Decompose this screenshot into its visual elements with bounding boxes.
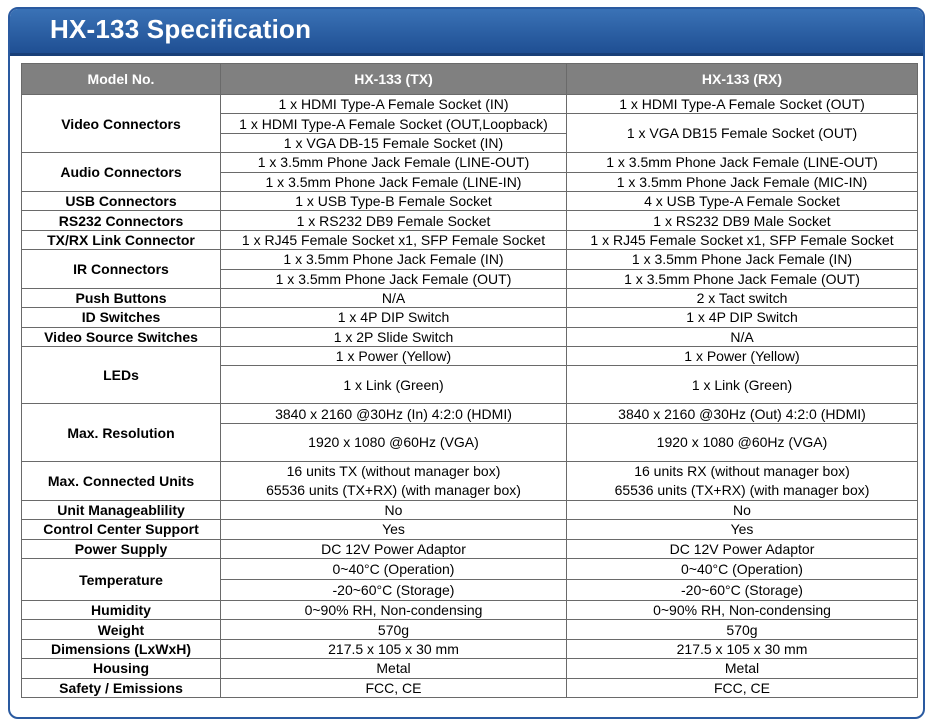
cell-tx: 1 x 3.5mm Phone Jack Female (IN) — [221, 250, 567, 269]
cell-rx: Metal — [567, 659, 918, 678]
row-label-temperature: Temperature — [22, 559, 221, 601]
table-row — [22, 461, 918, 481]
table-row — [22, 659, 918, 678]
cell-tx: 1920 x 1080 @60Hz (VGA) — [221, 423, 567, 461]
cell-tx: Metal — [221, 659, 567, 678]
cell-tx: 1 x HDMI Type-A Female Socket (OUT,Loopback) — [221, 114, 567, 133]
header-model-no: Model No. — [22, 64, 221, 95]
table-row — [22, 620, 918, 639]
table-row — [22, 500, 918, 519]
row-label-safety: Safety / Emissions — [22, 678, 221, 697]
row-label-control-center: Control Center Support — [22, 520, 221, 539]
spec-panel — [8, 7, 925, 719]
row-label-housing: Housing — [22, 659, 221, 678]
table-row — [22, 230, 918, 249]
cell-tx: 1 x 3.5mm Phone Jack Female (LINE-IN) — [221, 172, 567, 191]
table-row — [22, 559, 918, 580]
table-row — [22, 678, 918, 697]
cell-rx: 1 x 3.5mm Phone Jack Female (OUT) — [567, 269, 918, 288]
cell-rx: 2 x Tact switch — [567, 288, 918, 307]
cell-rx: 1 x VGA DB15 Female Socket (OUT) — [567, 114, 918, 153]
row-label-video-source: Video Source Switches — [22, 327, 221, 346]
header-row — [22, 64, 918, 95]
cell-tx: 0~40°C (Operation) — [221, 559, 567, 580]
table-row — [22, 347, 918, 366]
cell-rx: 1 x 4P DIP Switch — [567, 308, 918, 327]
table-row — [22, 327, 918, 346]
cell-tx: 570g — [221, 620, 567, 639]
cell-rx: 0~40°C (Operation) — [567, 559, 918, 580]
cell-tx: 1 x 2P Slide Switch — [221, 327, 567, 346]
cell-rx: 1 x HDMI Type-A Female Socket (OUT) — [567, 95, 918, 114]
cell-rx: 1 x 3.5mm Phone Jack Female (IN) — [567, 250, 918, 269]
cell-tx: 1 x 3.5mm Phone Jack Female (LINE-OUT) — [221, 153, 567, 172]
cell-rx: 3840 x 2160 @30Hz (Out) 4:2:0 (HDMI) — [567, 404, 918, 423]
cell-tx: Yes — [221, 520, 567, 539]
cell-rx: No — [567, 500, 918, 519]
cell-tx: 3840 x 2160 @30Hz (In) 4:2:0 (HDMI) — [221, 404, 567, 423]
row-label-humidity: Humidity — [22, 601, 221, 620]
row-label-audio: Audio Connectors — [22, 153, 221, 192]
cell-rx: 1 x 3.5mm Phone Jack Female (MIC-IN) — [567, 172, 918, 191]
cell-tx: 0~90% RH, Non-condensing — [221, 601, 567, 620]
table-row — [22, 250, 918, 269]
cell-tx: DC 12V Power Adaptor — [221, 539, 567, 558]
table-row — [22, 153, 918, 172]
row-label-leds: LEDs — [22, 347, 221, 404]
header-rx: HX-133 (RX) — [567, 64, 918, 95]
cell-rx: 16 units RX (without manager box) — [567, 461, 918, 481]
cell-rx: 65536 units (TX+RX) (with manager box) — [567, 481, 918, 501]
row-label-video: Video Connectors — [22, 95, 221, 153]
table-row — [22, 404, 918, 423]
cell-rx: Yes — [567, 520, 918, 539]
cell-tx: 1 x VGA DB-15 Female Socket (IN) — [221, 133, 567, 152]
cell-rx: 1 x Link (Green) — [567, 366, 918, 404]
cell-tx: 1 x 4P DIP Switch — [221, 308, 567, 327]
row-label-power-supply: Power Supply — [22, 539, 221, 558]
cell-tx: N/A — [221, 288, 567, 307]
cell-tx: 1 x RS232 DB9 Female Socket — [221, 211, 567, 230]
cell-tx: 65536 units (TX+RX) (with manager box) — [221, 481, 567, 501]
page-title: HX-133 Specification — [50, 14, 312, 44]
row-label-manageability: Unit Manageablility — [22, 500, 221, 519]
cell-rx: FCC, CE — [567, 678, 918, 697]
cell-rx: 1 x RJ45 Female Socket x1, SFP Female Socket — [567, 230, 918, 249]
table-row — [22, 288, 918, 307]
spec-table — [21, 63, 918, 698]
cell-rx: 217.5 x 105 x 30 mm — [567, 639, 918, 658]
table-row — [22, 539, 918, 558]
row-label-usb: USB Connectors — [22, 191, 221, 210]
row-label-id-switches: ID Switches — [22, 308, 221, 327]
cell-rx: 1 x 3.5mm Phone Jack Female (LINE-OUT) — [567, 153, 918, 172]
cell-tx: 1 x 3.5mm Phone Jack Female (OUT) — [221, 269, 567, 288]
cell-tx: 1 x RJ45 Female Socket x1, SFP Female Socket — [221, 230, 567, 249]
cell-tx: 1 x USB Type-B Female Socket — [221, 191, 567, 210]
cell-rx: 1920 x 1080 @60Hz (VGA) — [567, 423, 918, 461]
row-label-push: Push Buttons — [22, 288, 221, 307]
row-label-rs232: RS232 Connectors — [22, 211, 221, 230]
row-label-weight: Weight — [22, 620, 221, 639]
cell-tx: -20~60°C (Storage) — [221, 580, 567, 601]
cell-rx: 4 x USB Type-A Female Socket — [567, 191, 918, 210]
table-row — [22, 191, 918, 210]
cell-tx: No — [221, 500, 567, 519]
table-row — [22, 308, 918, 327]
row-label-resolution: Max. Resolution — [22, 404, 221, 461]
cell-tx: 1 x HDMI Type-A Female Socket (IN) — [221, 95, 567, 114]
cell-rx: -20~60°C (Storage) — [567, 580, 918, 601]
cell-tx: 16 units TX (without manager box) — [221, 461, 567, 481]
cell-rx: 570g — [567, 620, 918, 639]
table-row — [22, 601, 918, 620]
cell-rx: 1 x RS232 DB9 Male Socket — [567, 211, 918, 230]
header-tx: HX-133 (TX) — [221, 64, 567, 95]
row-label-ir: IR Connectors — [22, 250, 221, 289]
table-row — [22, 639, 918, 658]
table-row — [22, 211, 918, 230]
table-row — [22, 95, 918, 114]
title-bar — [10, 9, 923, 56]
cell-tx: 1 x Power (Yellow) — [221, 347, 567, 366]
cell-tx: 217.5 x 105 x 30 mm — [221, 639, 567, 658]
cell-rx: DC 12V Power Adaptor — [567, 539, 918, 558]
cell-rx: N/A — [567, 327, 918, 346]
cell-tx: 1 x Link (Green) — [221, 366, 567, 404]
cell-tx: FCC, CE — [221, 678, 567, 697]
row-label-units: Max. Connected Units — [22, 461, 221, 500]
row-label-dimensions: Dimensions (LxWxH) — [22, 639, 221, 658]
table-row — [22, 520, 918, 539]
cell-rx: 1 x Power (Yellow) — [567, 347, 918, 366]
cell-rx: 0~90% RH, Non-condensing — [567, 601, 918, 620]
row-label-link: TX/RX Link Connector — [22, 230, 221, 249]
